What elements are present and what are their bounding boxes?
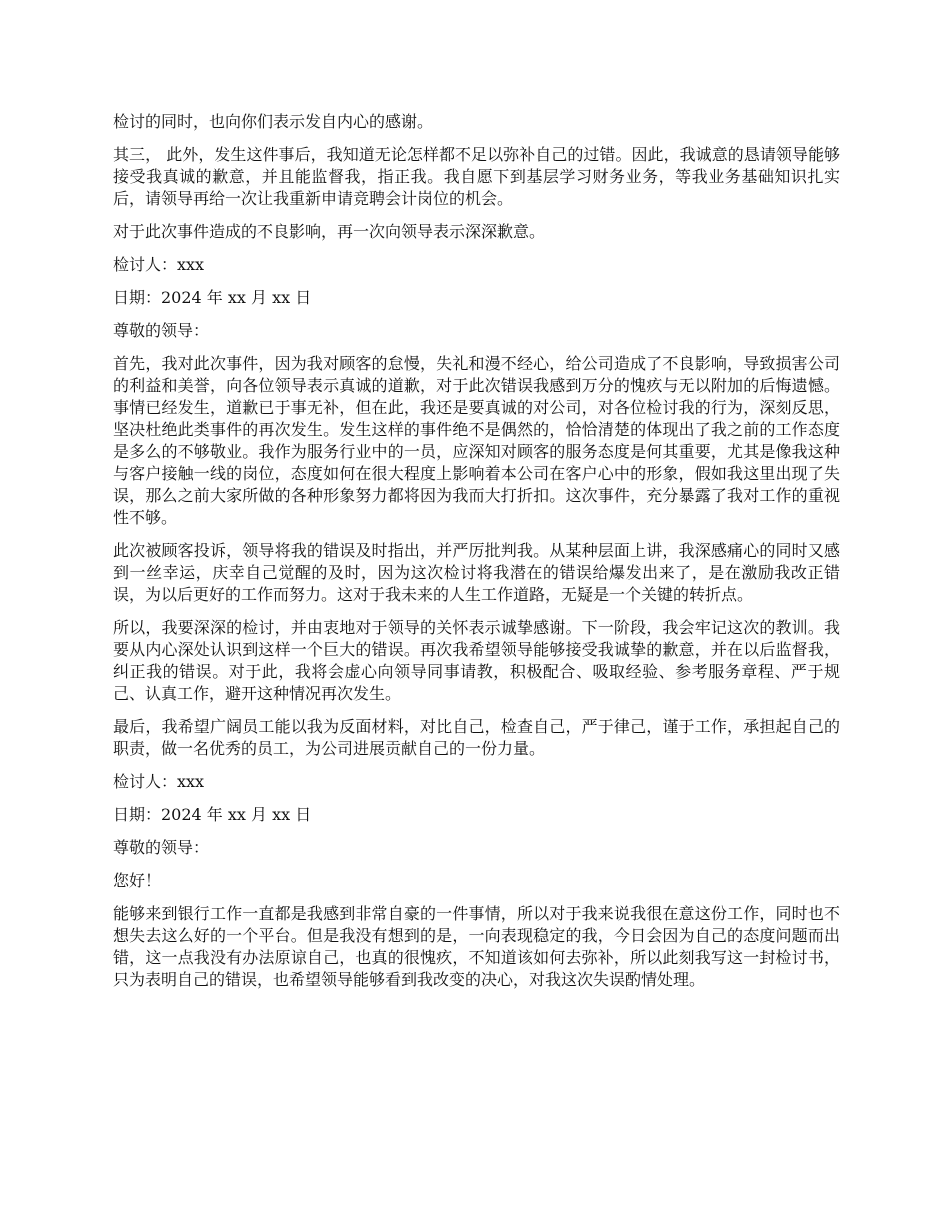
paragraph-finally: 最后，我希望广阔员工能以我为反面材料，对比自己，检查自己，严于律己，谨于工作，承担起自己的职责，做一名优秀的员工，为公司进展贡献自己的一份力量。 <box>113 717 840 758</box>
salutation: 尊敬的领导： <box>113 321 210 340</box>
paragraph-apology: 对于此次事件造成的不良影响，再一次向领导表示深深歉意。 <box>113 222 546 241</box>
paragraph-reflection: 所以，我要深深的检讨，并由衷地对于领导的关怀表示诚挚感谢。下一阶段，我会牢记这次的教训。我要从内心深处认识到这样一个巨大的错误。再次我希望领导能够接受我诚挚的歉意，并在以后监督我，纠正我的错误。对于此，我将会虚心向领导同事请教，积极配合、吸取经验、参考服务章程、严于规己、认真工作，避开这种情况再次发生。 <box>113 618 840 703</box>
signature-author: 检讨人：xxx <box>113 255 205 274</box>
signature-date: 日期：2024 年 xx 月 xx 日 <box>113 805 312 824</box>
salutation: 尊敬的领导： <box>113 838 210 857</box>
paragraph-closing-thanks: 检讨的同时，也向你们表示发自内心的感谢。 <box>113 112 434 131</box>
signature-date: 日期：2024 年 xx 月 xx 日 <box>113 288 312 307</box>
paragraph-first: 首先，我对此次事件，因为我对顾客的怠慢，失礼和漫不经心，给公司造成了不良影响，导致损害公司的利益和美誉，向各位领导表示真诚的道歉，对于此次错误我感到万分的愧疚与无以附加的后悔遗憾。事情已经发生，道歉已于事无补，但在此，我还是要真诚的对公司，对各位检讨我的行为，深刻反思，坚决杜绝此类事件的再次发生。发生这样的事件绝不是偶然的，恰恰清楚的体现出了我之前的工作态度是多么的不够敬业。我作为服务行业中的一员，应深知对顾客的服务态度是何其重要，尤其是像我这种与客户接触一线的岗位，态度如何在很大程度上影响着本公司在客户心中的形象，假如我这里出现了失误，那么之前大家所做的各种形象努力都将因为我而大打折扣。这次事件，充分暴露了我对工作的重视性不够。 <box>113 354 840 527</box>
paragraph-bank-letter: 能够来到银行工作一直都是我感到非常自豪的一件事情，所以对于我来说我很在意这份工作，同时也不想失去这么好的一个平台。但是我没有想到的是，一向表现稳定的我，今日会因为自己的态度问题而出错，这一点我没有办法原谅自己，也真的很愧疚，不知道该如何去弥补，所以此刻我写这一封检讨书，只为表明自己的错误，也希望领导能够看到我改变的决心，对我这次失误酌情处理。 <box>113 904 840 989</box>
signature-author: 检讨人：xxx <box>113 772 205 791</box>
paragraph-point-three: 其三， 此外，发生这件事后，我知道无论怎样都不足以弥补自己的过错。因此，我诚意的恳请领导能够接受我真诚的歉意，并且能监督我，指正我。我自愿下到基层学习财务业务，等我业务基础知识扎实后，请领导再给一次让我重新申请竞聘会计岗位的机会。 <box>113 145 840 208</box>
greeting: 您好！ <box>113 871 162 890</box>
paragraph-complaint: 此次被顾客投诉，领导将我的错误及时指出，并严厉批判我。从某种层面上讲，我深感痛心的同时又感到一丝幸运，庆幸自己觉醒的及时，因为这次检讨将我潜在的错误给爆发出来了，是在激励我改正错误，为以后更好的工作而努力。这对于我未来的人生工作道路，无疑是一个关键的转折点。 <box>113 541 840 604</box>
document-body <box>113 111 840 1002</box>
